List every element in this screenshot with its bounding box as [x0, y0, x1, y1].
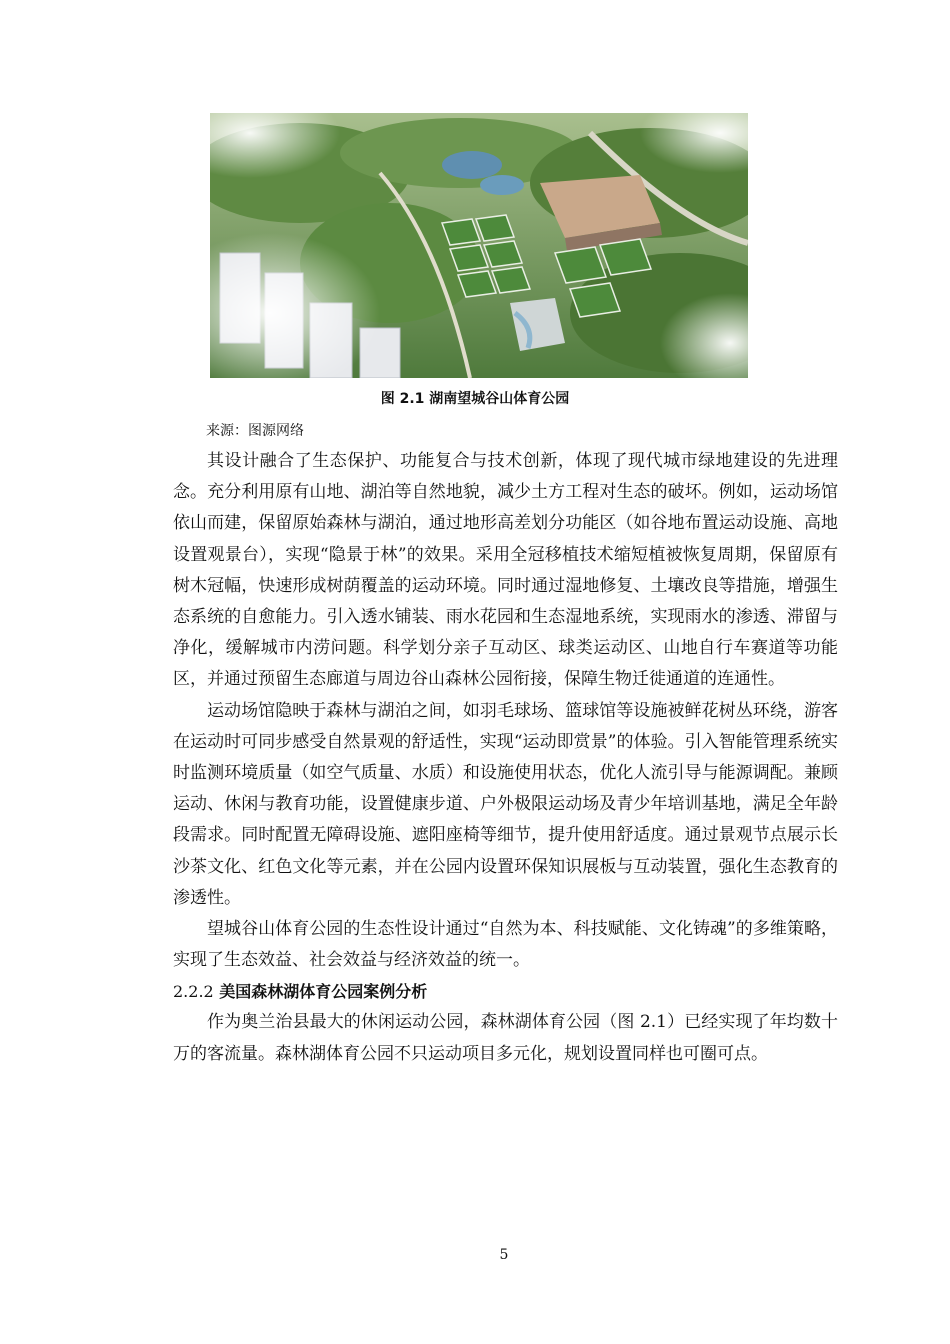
paragraph: 其设计融合了生态保护、功能复合与技术创新，体现了现代城市绿地建设的先进理念。充分利用原有山地、湖泊等自然地貌，减少土方工程对生态的破坏。例如，运动场馆依山而建，保留原始森林与湖泊，通过地形高差划分功能区（如谷地布置运动设施、高地设置观景台），实现“隐景于林”的效果。采用全冠移植技术缩短植被恢复周期，保留原有树木冠幅，快速形成树荫覆盖的运动环境。同时通过湿地修复、土壤改良等措施，增强生态系统的自愈能力。引入透水铺装、雨水花园和生态湿地系统，实现雨水的渗透、滞留与净化，缓解城市内涝问题。科学划分亲子互动区、球类运动区、山地自行车赛道等功能区，并通过预留生态廊道与周边谷山森林公园衔接，保障生物迁徙通道的连通性。: [173, 451, 838, 690]
section-heading: [173, 976, 838, 1007]
section-title: 美国森林湖体育公园案例分析: [219, 982, 428, 1002]
page-number: 5: [499, 1247, 509, 1263]
paragraph: 作为奥兰治县最大的休闲运动公园，森林湖体育公园（图 2.1）已经实现了年均数十万的客流量。森林湖体育公园不只运动项目多元化，规划设置同样也可圈可点。: [173, 1012, 838, 1064]
paragraph: 运动场馆隐映于森林与湖泊之间，如羽毛球场、篮球馆等设施被鲜花树丛环绕，游客在运动时可同步感受自然景观的舒适性，实现“运动即赏景”的体验。引入智能管理系统实时监测环境质量（如空气质量、水质）和设施使用状态，优化人流引导与能源调配。兼顾运动、休闲与教育功能，设置健康步道、户外极限运动场及青少年培训基地，满足全年龄段需求。同时配置无障碍设施、遮阳座椅等细节，提升使用舒适度。通过景观节点展示长沙茶文化、红色文化等元素，并在公园内设置环保知识展板与互动装置，强化生态教育的渗透性。: [173, 700, 838, 908]
figure-caption: 图 2.1 湖南望城谷山体育公园: [380, 391, 570, 407]
paragraph: 望城谷山体育公园的生态性设计通过“自然为本、科技赋能、文化铸魂”的多维策略，实现了生态效益、社会效益与经济效益的统一。: [173, 919, 838, 971]
figure-source: 来源：图源网络: [206, 423, 304, 439]
section-number: 2.2.2: [173, 982, 214, 1002]
park-aerial-image: [210, 113, 748, 378]
body-text: [173, 446, 838, 1070]
